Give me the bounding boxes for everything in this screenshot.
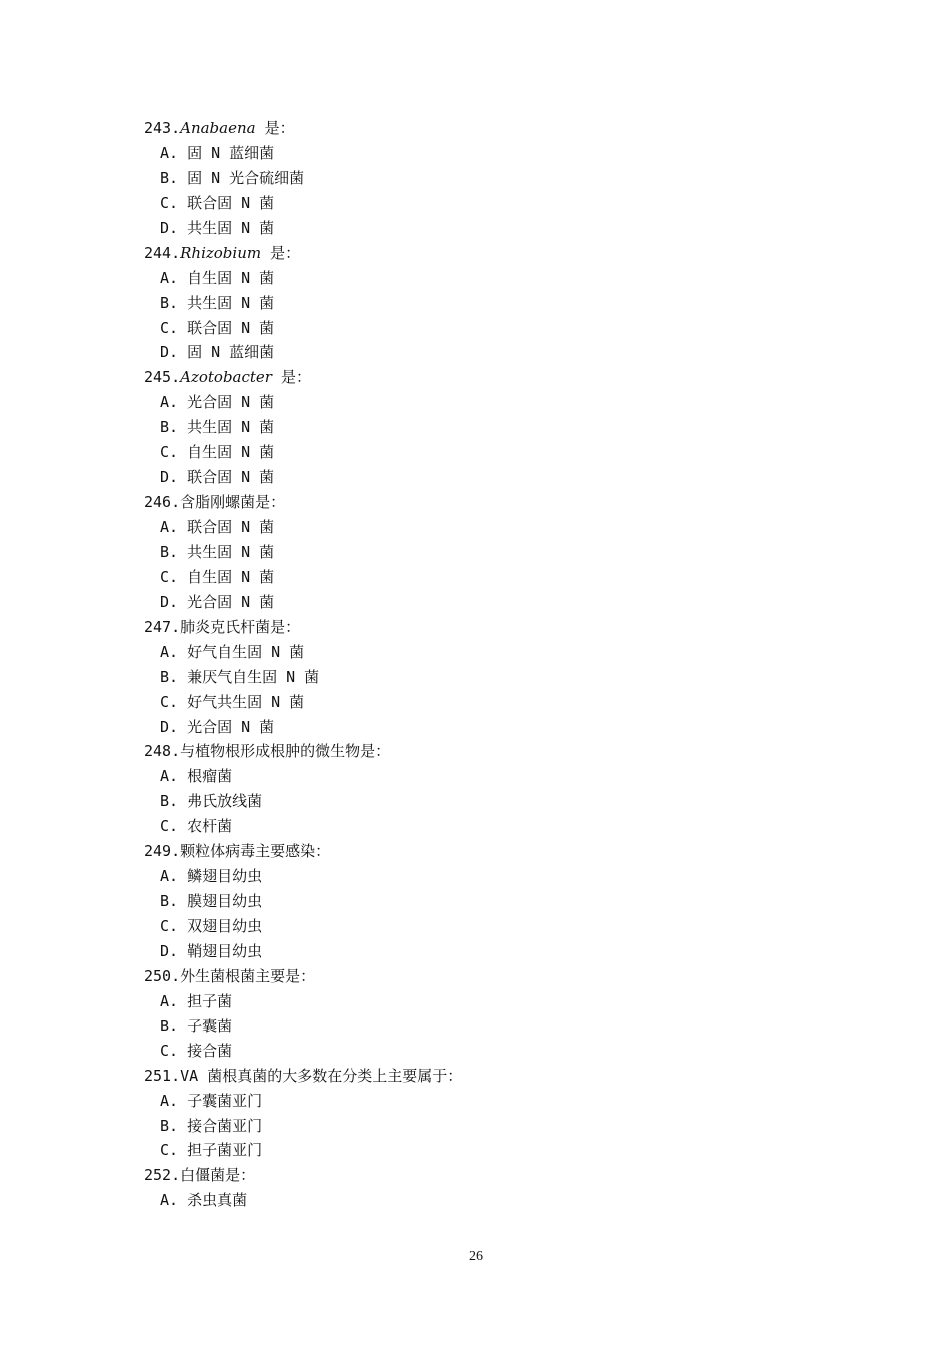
option: A. 好气自生固 N 菌 <box>160 642 305 661</box>
question-number: 245. <box>144 368 181 387</box>
question-number: 249. <box>144 842 181 861</box>
option: B. 共生固 N 菌 <box>160 542 275 561</box>
question-number: 248. <box>144 742 181 761</box>
option: C. 担子菌亚门 <box>160 1141 263 1160</box>
question-251 <box>144 1064 864 1089</box>
option: B. 子囊菌 <box>160 1016 233 1035</box>
option: C. 双翅目幼虫 <box>160 917 263 935</box>
question-244 <box>144 241 864 266</box>
question-text: 是： <box>271 368 312 387</box>
option: A. 联合固 N 菌 <box>160 518 275 536</box>
question-text: 外生菌根菌主要是： <box>180 966 316 985</box>
option: D. 联合固 N 菌 <box>160 468 275 487</box>
option: B. 共生固 N 菌 <box>160 418 275 437</box>
option: D. 鞘翅目幼虫 <box>160 941 263 960</box>
question-247 <box>144 615 864 640</box>
question-list <box>144 116 864 1213</box>
option: B. 兼厌气自生固 N 菌 <box>160 667 320 686</box>
option: D. 光合固 N 菌 <box>160 717 275 736</box>
option: A. 自生固 N 菌 <box>160 268 275 287</box>
option: A. 担子菌 <box>160 991 233 1010</box>
page-number: 26 <box>469 1249 483 1264</box>
question-number: 244. <box>144 243 181 262</box>
question-text: 白僵菌是： <box>180 1166 256 1185</box>
option: B. 弗氏放线菌 <box>160 792 263 811</box>
question-text: 肺炎克氏杆菌是： <box>180 617 301 636</box>
question-249 <box>144 839 864 864</box>
option: B. 接合菌亚门 <box>160 1116 263 1135</box>
option: D. 光合固 N 菌 <box>160 592 275 611</box>
option: C. 好气共生固 N 菌 <box>160 692 305 711</box>
question-number: 252. <box>144 1166 181 1185</box>
question-245 <box>144 365 864 390</box>
question-number: 251. <box>144 1066 181 1085</box>
option: A. 固 N 蓝细菌 <box>160 143 275 162</box>
option: C. 联合固 N 菌 <box>160 318 275 337</box>
question-248 <box>144 739 864 764</box>
question-246 <box>144 490 864 515</box>
option: D. 固 N 蓝细菌 <box>160 343 275 362</box>
option: C. 自生固 N 菌 <box>160 567 275 586</box>
option: A. 杀虫真菌 <box>160 1191 248 1210</box>
question-number: 247. <box>144 617 181 636</box>
option: A. 光合固 N 菌 <box>160 393 275 412</box>
scientific-name: Azotobacter <box>180 368 272 387</box>
scientific-name: Anabaena <box>180 119 256 137</box>
option: A. 根瘤菌 <box>160 767 233 786</box>
option: B. 固 N 光合硫细菌 <box>160 168 305 187</box>
option: C. 联合固 N 菌 <box>160 193 275 212</box>
question-243 <box>144 116 864 141</box>
question-text: 与植物根形成根肿的微生物是： <box>180 742 391 761</box>
scientific-name: Rhizobium <box>180 243 262 262</box>
option: A. 鳞翅目幼虫 <box>160 867 263 886</box>
question-text: 含脂刚螺菌是： <box>180 493 286 512</box>
option: B. 共生固 N 菌 <box>160 293 275 312</box>
option: A. 子囊菌亚门 <box>160 1091 263 1110</box>
question-number: 250. <box>144 966 181 985</box>
option: C. 农杆菌 <box>160 817 233 836</box>
question-250 <box>144 964 864 989</box>
option: B. 膜翅目幼虫 <box>160 892 263 911</box>
option: C. 接合菌 <box>160 1041 233 1060</box>
option: C. 自生固 N 菌 <box>160 443 275 462</box>
option: D. 共生固 N 菌 <box>160 218 275 237</box>
question-number: 243. <box>144 119 181 137</box>
question-text: 颗粒体病毒主要感染： <box>180 842 331 861</box>
question-text: 是： <box>255 119 295 137</box>
question-text: 是： <box>261 243 301 262</box>
question-252 <box>144 1163 864 1188</box>
question-text: VA 菌根真菌的大多数在分类上主要属于： <box>180 1066 463 1085</box>
question-number: 246. <box>144 493 181 512</box>
